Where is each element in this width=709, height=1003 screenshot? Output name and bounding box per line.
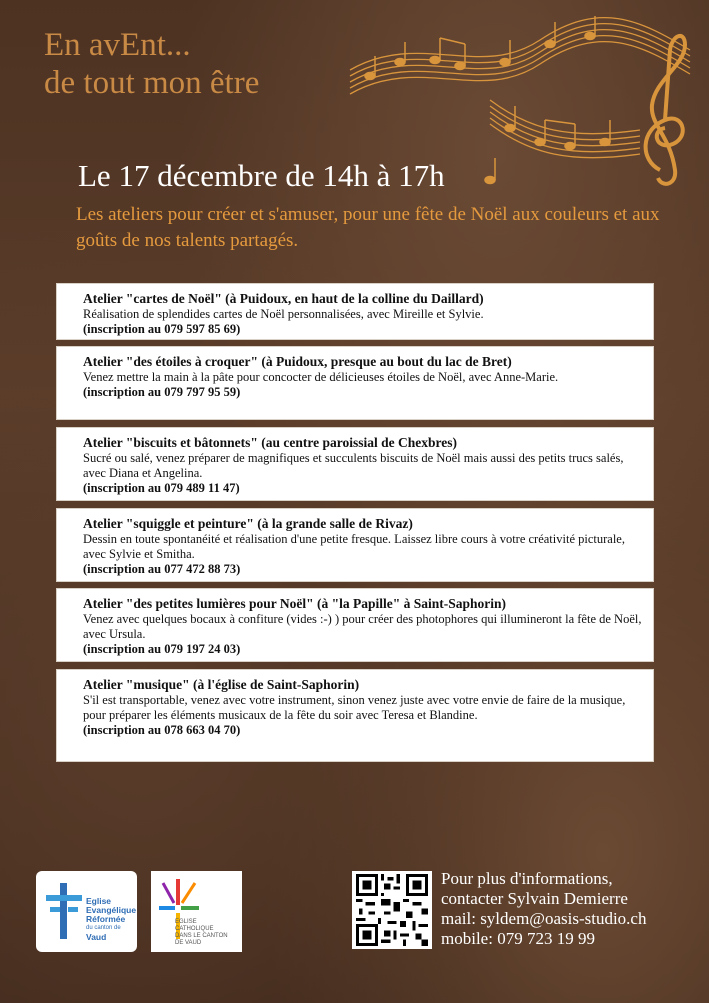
- contact-email[interactable]: mail: syldem@oasis-studio.ch: [441, 909, 647, 928]
- workshop-contact: (inscription au 079 597 85 69): [83, 322, 241, 336]
- workshop-contact: (inscription au 079 797 95 59): [83, 385, 241, 399]
- catholic-logo: [151, 871, 242, 952]
- workshop-card: [56, 588, 654, 662]
- workshop-contact: (inscription au 079 197 24 03): [83, 642, 241, 656]
- workshop-description: Venez avec quelques bocaux à confiture (vides :-) ) pour créer des photophores qui illumineront la fête de Noël, avec Ursula.: [83, 612, 642, 641]
- workshop-title: Atelier "biscuits et bâtonnets" (au centre paroissial de Chexbres): [83, 435, 457, 450]
- workshop-description: Venez mettre la main à la pâte pour concocter de délicieuses étoiles de Noël, avec Anne-Marie.: [83, 370, 559, 384]
- workshop-description: S'il est transportable, venez avec votre instrument, sinon venez juste avec votre envie de faire de la musique, pour préparer les éléments musicaux de la fête du soir avec Teresa et Blandine.: [83, 693, 626, 722]
- title-line-1: En avEnt...: [44, 27, 191, 63]
- treble-clef-icon: [646, 36, 685, 184]
- contact-line-2: contacter Sylvain Demierre: [441, 889, 628, 908]
- workshop-title: Atelier "des étoiles à croquer" (à Puidoux, presque au bout du lac de Bret): [83, 354, 512, 369]
- workshop-description: Réalisation de splendides cartes de Noël personnalisées, avec Mireille et Sylvie.: [83, 307, 484, 321]
- workshop-contact: (inscription au 077 472 88 73): [83, 562, 241, 576]
- event-subtitle: Les ateliers pour créer et s'amuser, pour une fête de Noël aux couleurs et aux goûts de nos talents partagés.: [76, 204, 660, 251]
- eerv-logo-text: Eglise Evangélique Réformée du canton de Vaud: [86, 896, 137, 942]
- workshop-title: Atelier "musique" (à l'église de Saint-Saphorin): [83, 677, 360, 692]
- title-line-2: de tout mon être: [44, 65, 260, 101]
- workshop-card: [56, 427, 654, 501]
- workshop-description: Dessin en toute spontanéité et réalisation d'une petite fresque. Laissez libre cours à votre créativité picturale, avec Sylvie et Smitha.: [83, 532, 625, 561]
- poster-title: [44, 26, 259, 102]
- workshop-contact: (inscription au 078 663 04 70): [83, 723, 241, 737]
- workshop-title: Atelier "cartes de Noël" (à Puidoux, en haut de la colline du Daillard): [83, 291, 484, 306]
- contact-info: [441, 869, 646, 949]
- workshop-title: Atelier "des petites lumières pour Noël" (à "la Papille" à Saint-Saphorin): [83, 596, 506, 611]
- workshop-card: [56, 669, 654, 762]
- catholic-logo-text: EGLISE CATHOLIQUE DANS LE CANTON DE VAUD: [175, 919, 228, 946]
- qr-code-icon[interactable]: [352, 871, 432, 949]
- event-date: Le 17 décembre de 14h à 17h: [78, 158, 445, 193]
- workshop-title: Atelier "squiggle et peinture" (à la grande salle de Rivaz): [83, 516, 413, 531]
- workshop-card: [56, 346, 654, 420]
- workshop-card: [56, 283, 654, 340]
- contact-line-1: Pour plus d'informations,: [441, 869, 613, 888]
- workshop-description: Sucré ou salé, venez préparer de magnifiques et succulents biscuits de Noël mais aussi des petits trucs salés, avec Diana et Angelina.: [83, 451, 624, 480]
- eerv-logo: [36, 871, 137, 952]
- workshop-card: [56, 508, 654, 582]
- cross-icon: [44, 881, 84, 941]
- contact-phone[interactable]: mobile: 079 723 19 99: [441, 929, 595, 948]
- workshop-contact: (inscription au 079 489 11 47): [83, 481, 240, 495]
